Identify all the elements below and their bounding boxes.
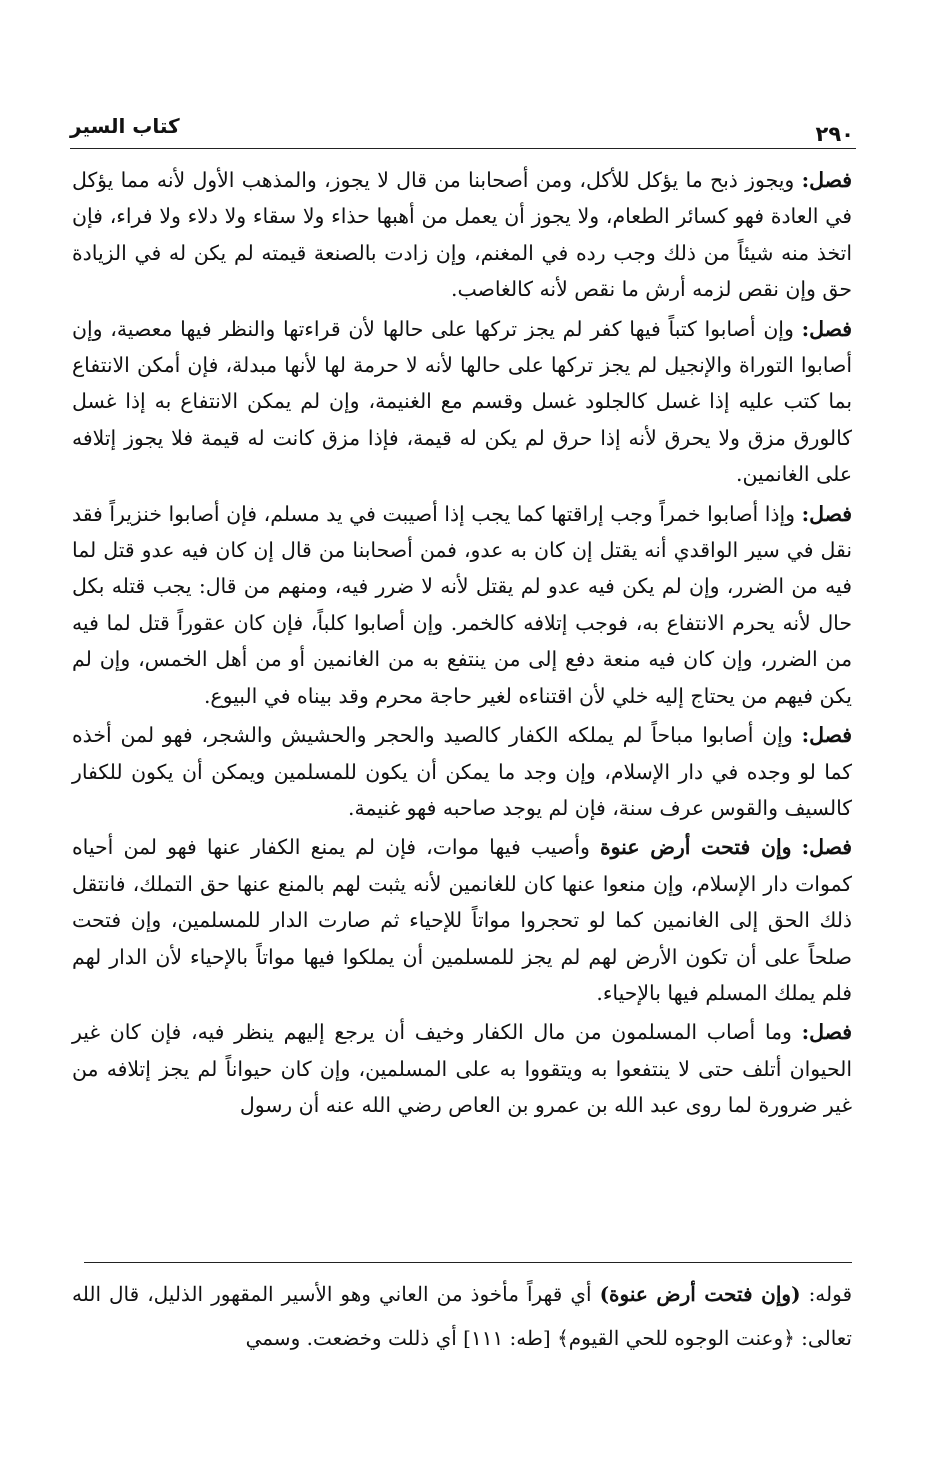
footnote-intro: قوله: bbox=[808, 1282, 853, 1306]
paragraph-text: ويجوز ذبح ما يؤكل للأكل، ومن أصحابنا من قال لا يجوز، والمذهب الأول لأنه مما يؤكل في العادة فهو كسائر الطعام، ولا يجوز أن يعمل من أهبها حذاء ولا سقاء ولا دلاء ولا فراء، فإن اتخذ منه شيئاً من ذلك وجب رده في المغنم، وإن زادت بالصنعة قيمته لم يكن له في الزيادة حق وإن نقص لزمه أرش ما نقص لأنه كالغاصب. bbox=[72, 168, 852, 302]
footnote-quote: (وإن فتحت أرض عنوة) bbox=[599, 1282, 801, 1306]
paragraph-books bbox=[72, 311, 852, 493]
footnote bbox=[72, 1272, 852, 1360]
running-title: كتاب السير bbox=[70, 114, 180, 138]
section-label: فصل: bbox=[801, 501, 853, 526]
paragraph-wine-swine bbox=[72, 496, 852, 714]
paragraph-text: وما أصاب المسلمون من مال الكفار وخيف أن يرجع إليهم ينظر فيه، فإن كان غير الحيوان أتلف حتى لا ينتفعوا به ويتقووا به على المسلمين، وإن كان حيواناً لم يجز إتلافه من غير ضرورة لما روى عبد الله بن عمرو بن العاص رضي الله عنه أن رسول bbox=[72, 1020, 852, 1118]
page-number: ٢٩٠ bbox=[815, 122, 854, 146]
bold-lead: وإن فتحت أرض عنوة bbox=[599, 835, 792, 860]
paragraph-slaughter bbox=[72, 162, 852, 308]
paragraph-permissible bbox=[72, 717, 852, 826]
paragraph-text: وإذا أصابوا خمراً وجب إراقتها كما يجب إذا أصيبت في يد مسلم، فإن أصابوا خنزيراً فقد نقل في سير الواقدي أنه يقتل إن كان به عدو، فمن أصحابنا من قال إن كان فيه عدو قتل لما فيه من الضرر، وإن لم يكن فيه عدو لم يقتل لأنه لا ضرر فيه، ومنهم من قال: يجب قتله بكل حال لأنه يحرم الانتفاع به، فوجب إتلافه كالخمر. وإن أصابوا كلباً، فإن كان عقوراً قتل لما فيه من الضرر، وإن كان فيه منعة دفع إلى من ينتفع به من الغانمين أو من أهل الخمس، وإن لم يكن فيهم من يحتاج إليه خلي لأن اقتناءه لغير حاجة محرم وقد بيناه في البيوع. bbox=[72, 501, 852, 708]
section-label: فصل: bbox=[801, 835, 853, 860]
page-header bbox=[70, 108, 854, 148]
section-label: فصل: bbox=[801, 316, 853, 341]
paragraph-text: وأصيب فيها موات، فإن لم يمنع الكفار عنها فهو لمن أحياه كموات دار الإسلام، وإن منعوا عنها كان للغانمين لأنه يثبت لهم بالمنع عنها حق التملك، فانتقل ذلك الحق إلى الغانمين كما لو تحجروا مواتاً للإحياء ثم صارت الدار للمسلمين، وإن فتحت صلحاً على أن تكون الأرض لهم لم يجز للمسلمين أن يملكوا فيها مواتاً بالإحياء لأن الدار لهم فلم يملك المسلم فيها بالإحياء. bbox=[72, 835, 852, 1005]
section-label: فصل: bbox=[801, 168, 852, 192]
paragraph-conquered-land bbox=[72, 829, 852, 1011]
footnote-text: أي قهراً مأخوذ من العاني وهو الأسير المقهور الذليل، قال الله تعالى: ﴿وعنت الوجوه للحي القيوم﴾ [طه: ١١١] أي ذللت وخضعت. وسمي bbox=[72, 1282, 852, 1350]
section-label: فصل: bbox=[801, 1020, 853, 1045]
section-label: فصل: bbox=[801, 723, 853, 748]
paragraph-property bbox=[72, 1014, 852, 1123]
footnote-rule bbox=[84, 1262, 852, 1263]
body-text bbox=[72, 162, 852, 1127]
paragraph-text: وإن أصابوا مباحاً لم يملكه الكفار كالصيد والحجر والحشيش والشجر، فهو لمن أخذه كما لو وجده في دار الإسلام، وإن وجد ما يمكن أن يكون للمسلمين ويمكن أن يكون للكفار كالسيف والقوس عرف سنة، فإن لم يوجد صاحبه فهو غنيمة. bbox=[72, 723, 852, 820]
header-rule bbox=[70, 148, 856, 149]
paragraph-text: وإن أصابوا كتباً فيها كفر لم يجز تركها على حالها لأن قراءتها والنظر فيها معصية، وإن أصابوا التوراة والإنجيل لم يجز تركها على حالها لأنه لا حرمة لها لأنها مبدلة، فإن أمكن الانتفاع بما كتب عليه إذا غسل كالجلود غسل وقسم مع الغنيمة، وإن لم يمكن الانتفاع به إذا غسل كالورق مزق ولا يحرق لأنه إذا حرق لم يكن له قيمة، فإذا مزق كانت له قيمة فلا يجوز إتلافه على الغانمين. bbox=[72, 316, 852, 487]
